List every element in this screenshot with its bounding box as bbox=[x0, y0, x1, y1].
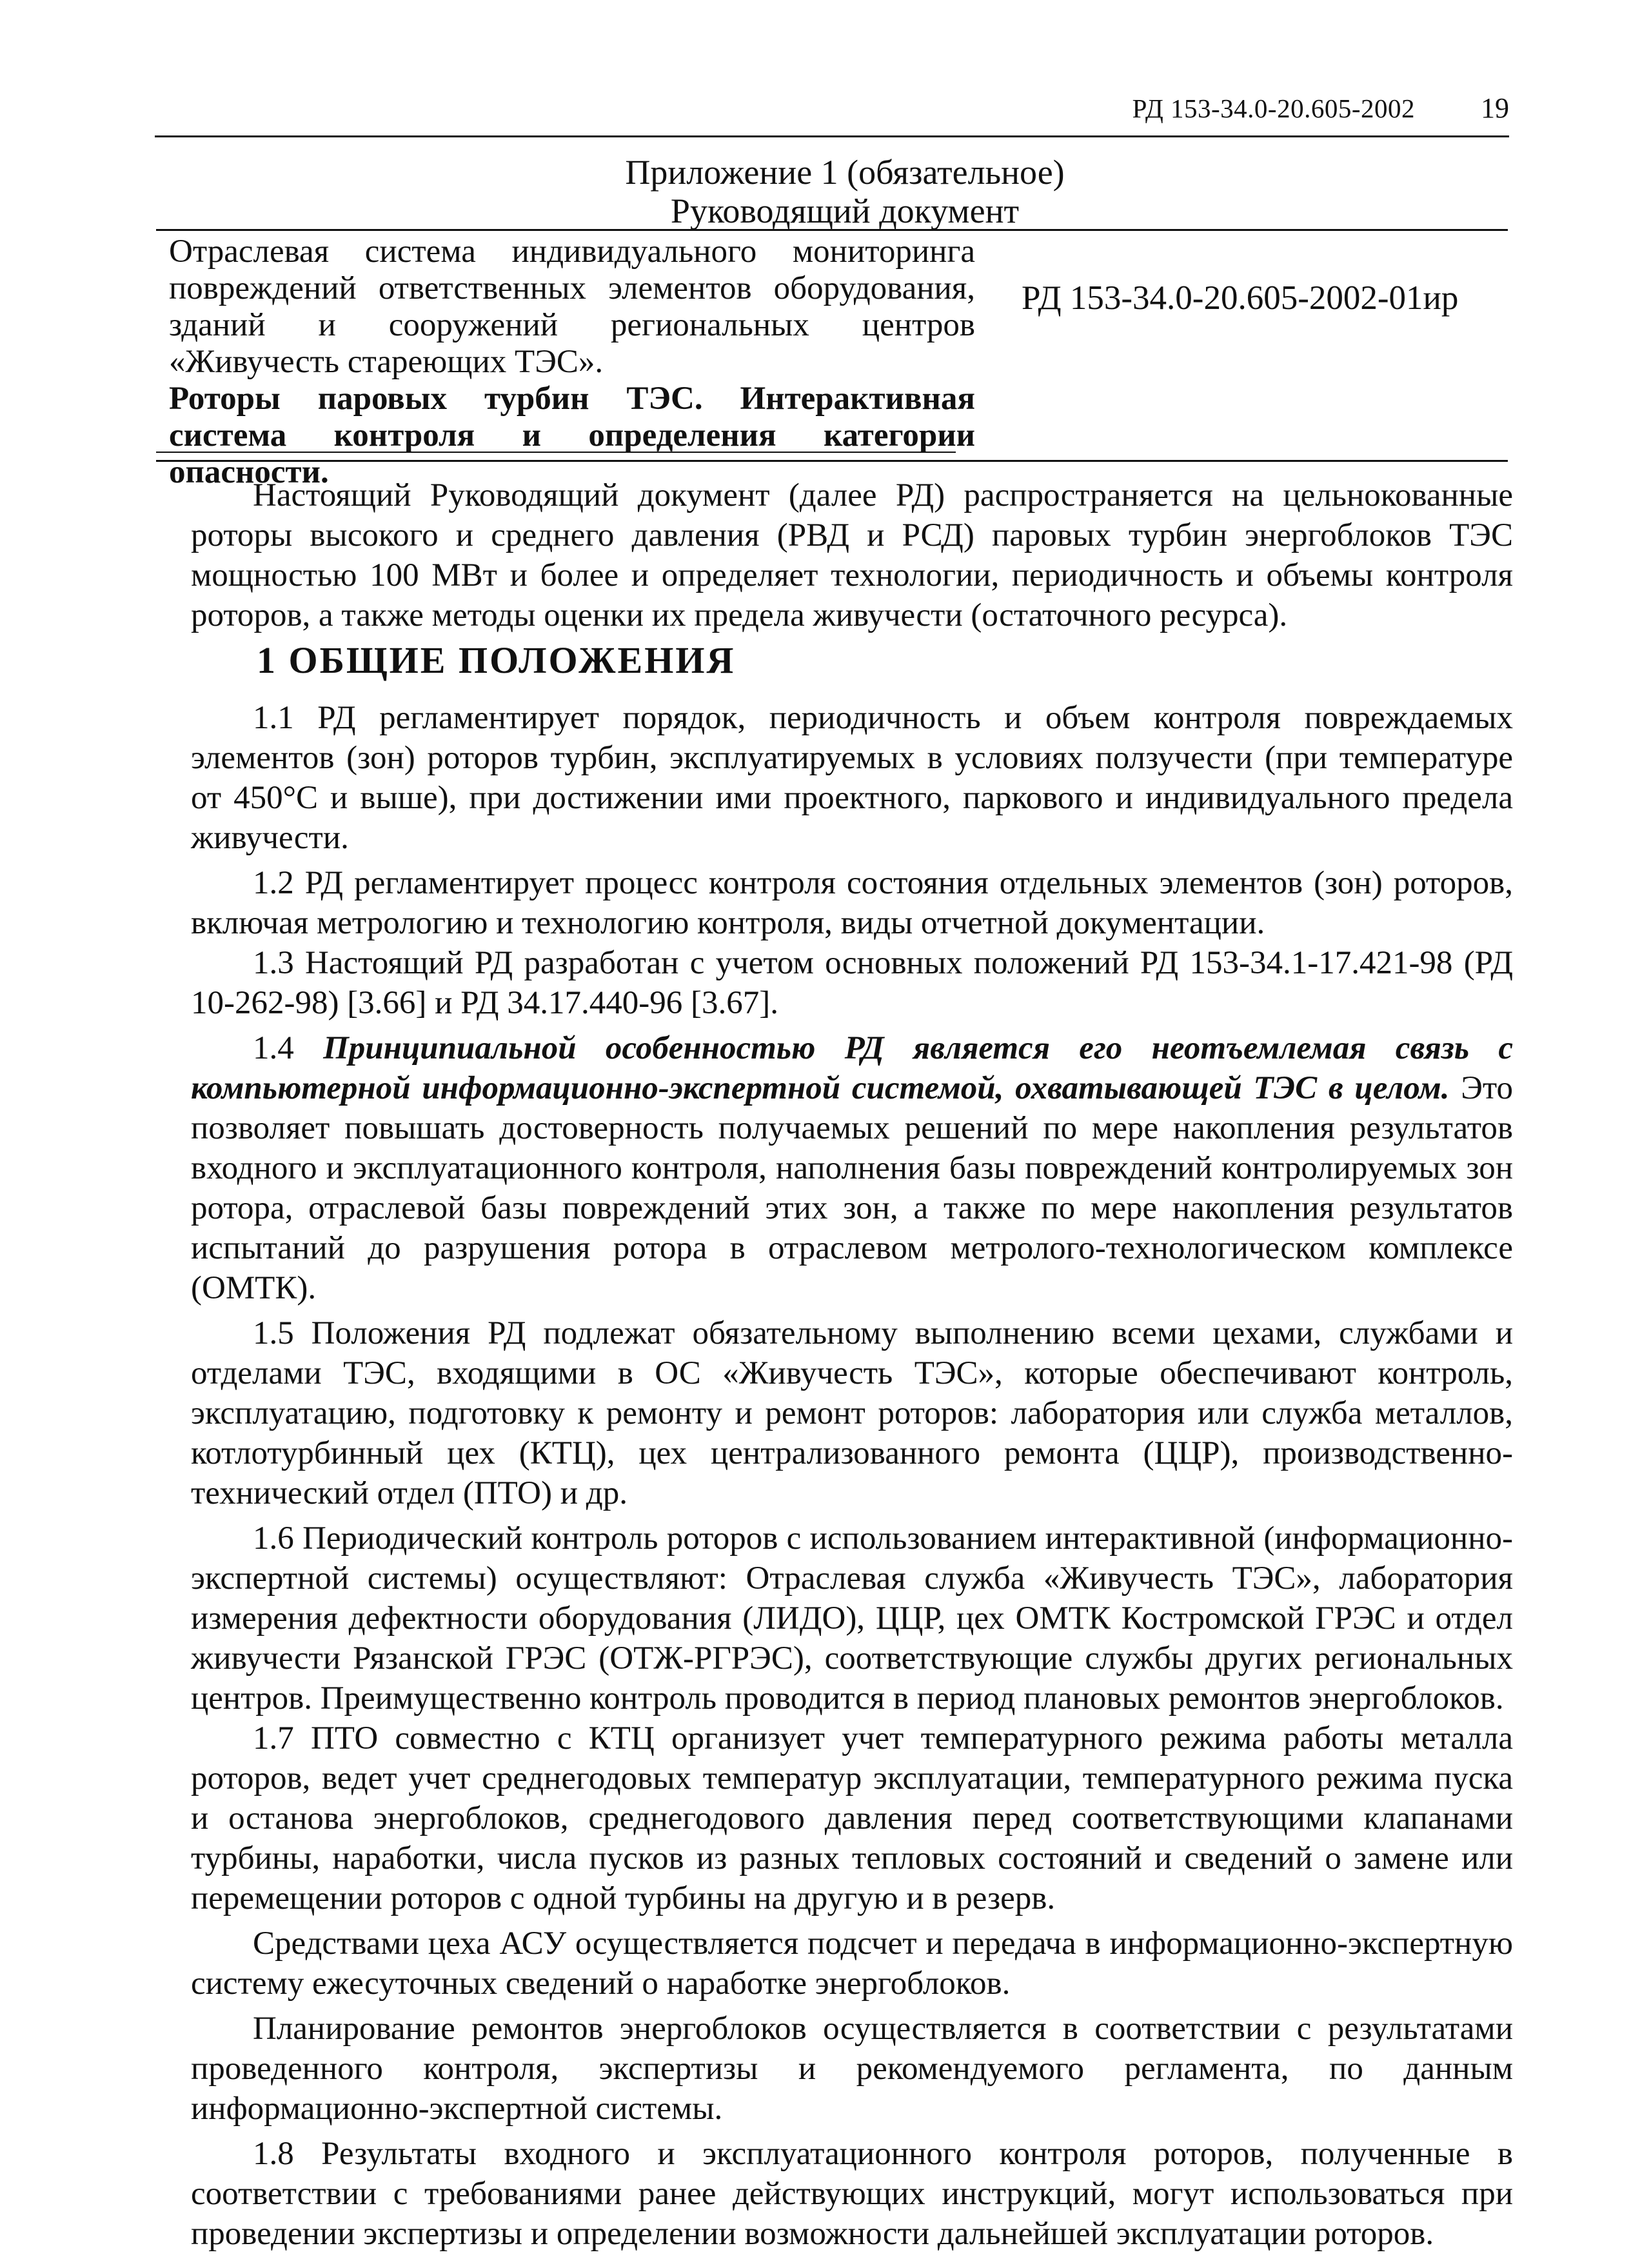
rd-number: РД 153-34.0-20.605-2002-01ир bbox=[1022, 279, 1459, 317]
subject-underline bbox=[156, 452, 956, 453]
header-doc-code: РД 153-34.0-20.605-2002 bbox=[1132, 94, 1415, 123]
intro-section bbox=[191, 475, 1513, 635]
paragraph-asu: Средствами цеха АСУ осуществляется подсчет и передача в информационно-экспертную систему ежесуточных сведений о наработке энергоблоков. bbox=[191, 1925, 1513, 2002]
running-header bbox=[155, 90, 1509, 137]
scope-text: Отраслевая система индивидуального мониторинга повреждений ответственных элементов оборудования, зданий и сооружений региональных центров «Живучесть стареющих ТЭС». bbox=[169, 234, 975, 380]
appendix-kind: Руководящий документ bbox=[670, 192, 1020, 230]
top-divider bbox=[156, 229, 1508, 231]
section-body bbox=[191, 698, 1513, 2254]
paragraph-1-4-number: 1.4 bbox=[253, 1030, 294, 1066]
paragraph-1-6: 1.6 Периодический контроль роторов с использованием интерактивной (информационно-экспертной системы) осуществляют: Отраслевая служба «Живучесть ТЭС», лаборатория измерения дефектности оборудования (ЛИДО), ЦЦР, цех ОМТК Костромской ГРЭС и отдел живучести Рязанской ГРЭС (ОТЖ-РГРЭС), соответствующие службы других региональных центров. Преимущественно контроль проводится в период плановых ремонтов энергоблоков. bbox=[191, 1520, 1513, 1716]
paragraph-1-5: 1.5 Положения РД подлежат обязательному выполнению всеми цехами, службами и отделами ТЭС, входящими в ОС «Живучесть ТЭС», которые обеспечивают контроль, эксплуатацию, подготовку к ремонту и ремонт роторов: лаборатория или служба металлов, котлотурбинный цех (КТЦ), цех централизованного ремонта (ЦЦР), производственно-технический отдел (ПТО) и др. bbox=[191, 1315, 1513, 1511]
section-heading: 1 ОБЩИЕ ПОЛОЖЕНИЯ bbox=[257, 639, 736, 681]
paragraph-1-8: 1.8 Результаты входного и эксплуатационного контроля роторов, полученные в соответствии с требованиями ранее действующих инструкций, могут использоваться при проведении экспертизы и определении возможности дальнейшей эксплуатации роторов. bbox=[191, 2136, 1513, 2252]
paragraph-1-4-emphasis: Принципиальной особенностью РД является его неотъемлемая связь с компьютерной информационно-экспертной системой, охватывающей ТЭС в целом. bbox=[191, 1030, 1514, 1106]
paragraph-1-2: 1.2 РД регламентирует процесс контроля состояния отдельных элементов (зон) роторов, включая метрологию и технологию контроля, виды отчетной документации. bbox=[191, 865, 1513, 941]
paragraph-1-4-rest: Это позволяет повышать достоверность получаемых решений по мере накопления результатов входного и эксплуатационного контроля, наполнения базы повреждений контролируемых зон ротора, отраслевой базы повреждений этих зон, а также по мере накопления результатов испытаний до разрушения ротора в отраслевом метролого-технологическом комплексе (ОМТК). bbox=[191, 1070, 1513, 1306]
paragraph-1-4 bbox=[191, 1028, 1513, 1308]
paragraph-1-7: 1.7 ПТО совместно с КТЦ организует учет температурного режима работы металла роторов, ведет учет среднегодовых температур эксплуатации, температурного режима пуска и останова энергоблоков, среднегодового давления перед соответствующими клапанами турбины, наработки, числа пусков из разных тепловых состояний и сведений о замене или перемещении роторов с одной турбины на другую и в резерв. bbox=[191, 1720, 1513, 1916]
page-number: 19 bbox=[1481, 92, 1509, 124]
paragraph-1-1: 1.1 РД регламентирует порядок, периодичность и объем контроля повреждаемых элементов (зон) роторов турбин, эксплуатируемых в условиях ползучести (при температуре от 450°С и выше), при достижении ими проектного, паркового и индивидуального предела живучести. bbox=[191, 700, 1513, 856]
bottom-divider bbox=[156, 460, 1508, 462]
appendix-label: Приложение 1 (обязательное) bbox=[625, 153, 1065, 192]
intro-paragraph: Настоящий Руководящий документ (далее РД) распространяется на цельнокованные роторы высокого и среднего давления (РВД и РСД) паровых турбин энергоблоков ТЭС мощностью 100 МВт и более и определяет технологии, периодичность и объемы контроля роторов, а также методы оценки их предела живучести (остаточного ресурса). bbox=[191, 477, 1513, 633]
paragraph-1-3: 1.3 Настоящий РД разработан с учетом основных положений РД 153-34.1-17.421-98 (РД 10-262-98) [3.66] и РД 34.17.440-96 [3.67]. bbox=[191, 945, 1513, 1021]
scope-subject: Роторы паровых турбин ТЭС. Интерактивная система контроля и определения категории опасности. bbox=[169, 381, 975, 490]
paragraph-planning: Планирование ремонтов энергоблоков осуществляется в соответствии с результатами проведенного контроля, экспертизы и рекомендуемого регламента, по данным информационно-экспертной системы. bbox=[191, 2011, 1513, 2127]
